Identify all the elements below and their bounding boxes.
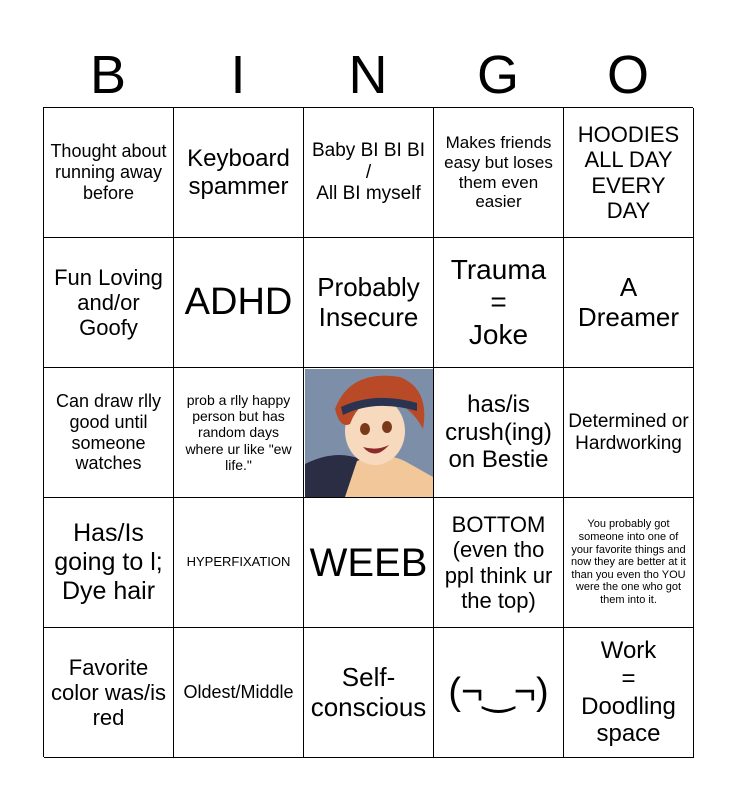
bingo-cell-r4c2[interactable]: HYPERFIXATION	[174, 498, 304, 628]
bingo-cell-r5c1[interactable]: Favorite color was/is red	[44, 628, 174, 758]
header-letter-o: O	[606, 45, 649, 105]
bingo-cell-r5c2[interactable]: Oldest/Middle	[174, 628, 304, 758]
header-letter-g: G	[476, 45, 519, 105]
bingo-cell-r1c5[interactable]: HOODIES ALL DAY EVERY DAY	[564, 108, 694, 238]
bingo-cell-r5c5[interactable]: Work = Doodling space	[564, 628, 694, 758]
header-letter-b: B	[89, 45, 127, 105]
bingo-cell-r2c1[interactable]: Fun Loving and/or Goofy	[44, 238, 174, 368]
header-letter-i: I	[230, 45, 246, 105]
bingo-cell-r3c4[interactable]: has/is crush(ing) on Bestie	[434, 368, 564, 498]
bingo-cell-r2c5[interactable]: A Dreamer	[564, 238, 694, 368]
bingo-board	[43, 107, 693, 757]
bingo-cell-r4c3[interactable]: WEEB	[304, 498, 434, 628]
anime-character-portrait-icon	[305, 369, 433, 497]
bingo-cell-r5c3[interactable]: Self-conscious	[304, 628, 434, 758]
bingo-cell-r3c1[interactable]: Can draw rlly good until someone watches	[44, 368, 174, 498]
bingo-cell-r4c1[interactable]: Has/Is going to l; Dye hair	[44, 498, 174, 628]
bingo-cell-r1c2[interactable]: Keyboard spammer	[174, 108, 304, 238]
bingo-header	[43, 44, 693, 106]
bingo-cell-r1c1[interactable]: Thought about running away before	[44, 108, 174, 238]
bingo-cell-r3c2[interactable]: prob a rlly happy person but has random days where ur like "ew life."	[174, 368, 304, 498]
bingo-cell-r1c3[interactable]: Baby BI BI BI / All BI myself	[304, 108, 434, 238]
header-letter-n: N	[348, 45, 388, 105]
bingo-cell-r2c3[interactable]: Probably Insecure	[304, 238, 434, 368]
free-space[interactable]	[304, 368, 434, 498]
bingo-cell-r5c4[interactable]: (¬‿¬)	[434, 628, 564, 758]
bingo-cell-r2c2[interactable]: ADHD	[174, 238, 304, 368]
bingo-cell-r4c5[interactable]: You probably got someone into one of your favorite things and now they are better at it than you even tho YOU were the one who got them into it.	[564, 498, 694, 628]
bingo-cell-r2c4[interactable]: Trauma = Joke	[434, 238, 564, 368]
bingo-cell-r1c4[interactable]: Makes friends easy but loses them even easier	[434, 108, 564, 238]
bingo-cell-r3c5[interactable]: Determined or Hardworking	[564, 368, 694, 498]
bingo-cell-r4c4[interactable]: BOTTOM (even tho ppl think ur the top)	[434, 498, 564, 628]
